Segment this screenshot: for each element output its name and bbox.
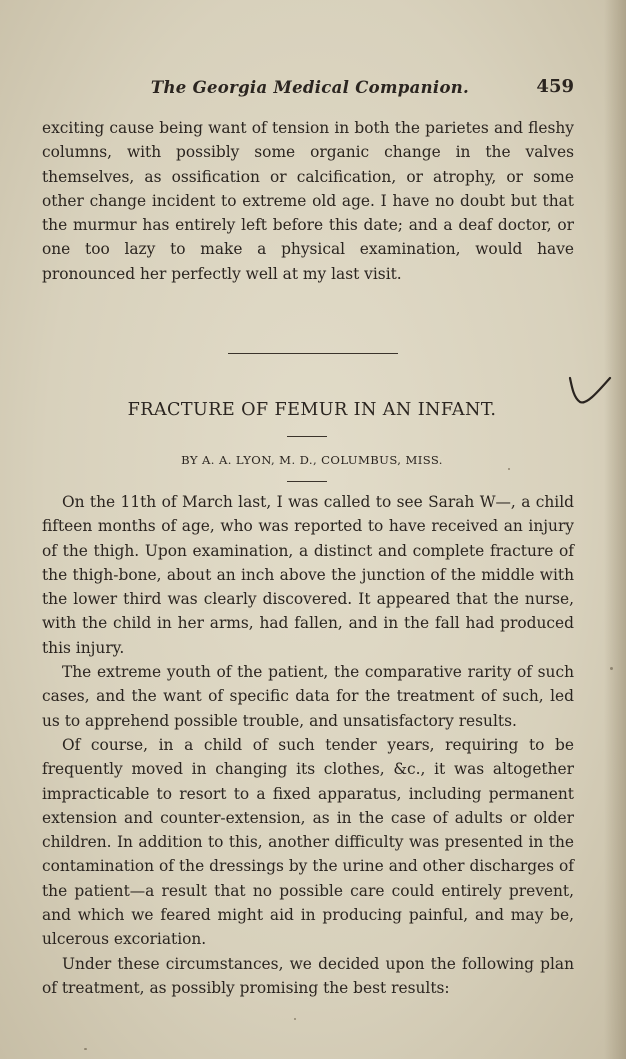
byline-rule	[287, 481, 327, 482]
page-gutter-shadow	[604, 0, 626, 1059]
section-divider	[228, 353, 398, 354]
article-paragraph: On the 11th of March last, I was called to see Sarah W—, a child fifteen months of age, who was reported to have received an injury of the thigh. Upon examination, a distinct and complete fracture of the thigh-bone, about an inch above the junction of the middle with the lower third was clearly discovered. It appeared that the nurse, with the child in her arms, had fallen, and in the fall had produced this injury.	[42, 493, 574, 657]
paper-speck	[84, 1048, 87, 1050]
article-byline: BY A. A. LYON, M. D., COLUMBUS, MISS.	[181, 453, 443, 467]
title-rule	[287, 436, 327, 437]
article-body	[42, 490, 574, 1000]
paper-speck	[610, 667, 613, 670]
article-paragraph: Under these circumstances, we decided upon the following plan of treatment, as possibly promising the best results:	[42, 954, 574, 997]
paper-speck	[294, 1018, 296, 1020]
article-paragraph: Of course, in a child of such tender years, requiring to be frequently moved in changing its clothes, &c., it was altogether impracticable to resort to a fixed apparatus, including permanent extension and counter-extension, as in the case of adults or older children. In addition to this, another difficulty was presented in the contamination of the dressings by the urine and other discharges of the patient—a result that no possible care could entirely prevent, and which we feared might aid in producing painful, and may be, ulcerous excoriation.	[42, 735, 574, 949]
continuation-text: exciting cause being want of tension in both the parietes and fleshy columns, with possibly some organic change in the valves themselves, as ossification or calcification, or atrophy, or some other change incident to extreme old age. I have no doubt but that the murmur has entirely left before this date; and a deaf doctor, or one too lazy to make a physical examination, would have pronounced her perfectly well at my last visit.	[42, 119, 574, 283]
page-number: 459	[536, 76, 574, 97]
article-paragraph: The extreme youth of the patient, the comparative rarity of such cases, and the want of specific data for the treatment of such, led us to apprehend possible trouble, and unsatisfactory results.	[42, 663, 574, 730]
article-title: FRACTURE OF FEMUR IN AN INFANT.	[127, 400, 497, 420]
paper-speck	[508, 468, 510, 470]
page-header	[40, 76, 580, 100]
continuation-paragraph	[42, 116, 574, 286]
running-head: The Georgia Medical Companion.	[150, 78, 470, 97]
